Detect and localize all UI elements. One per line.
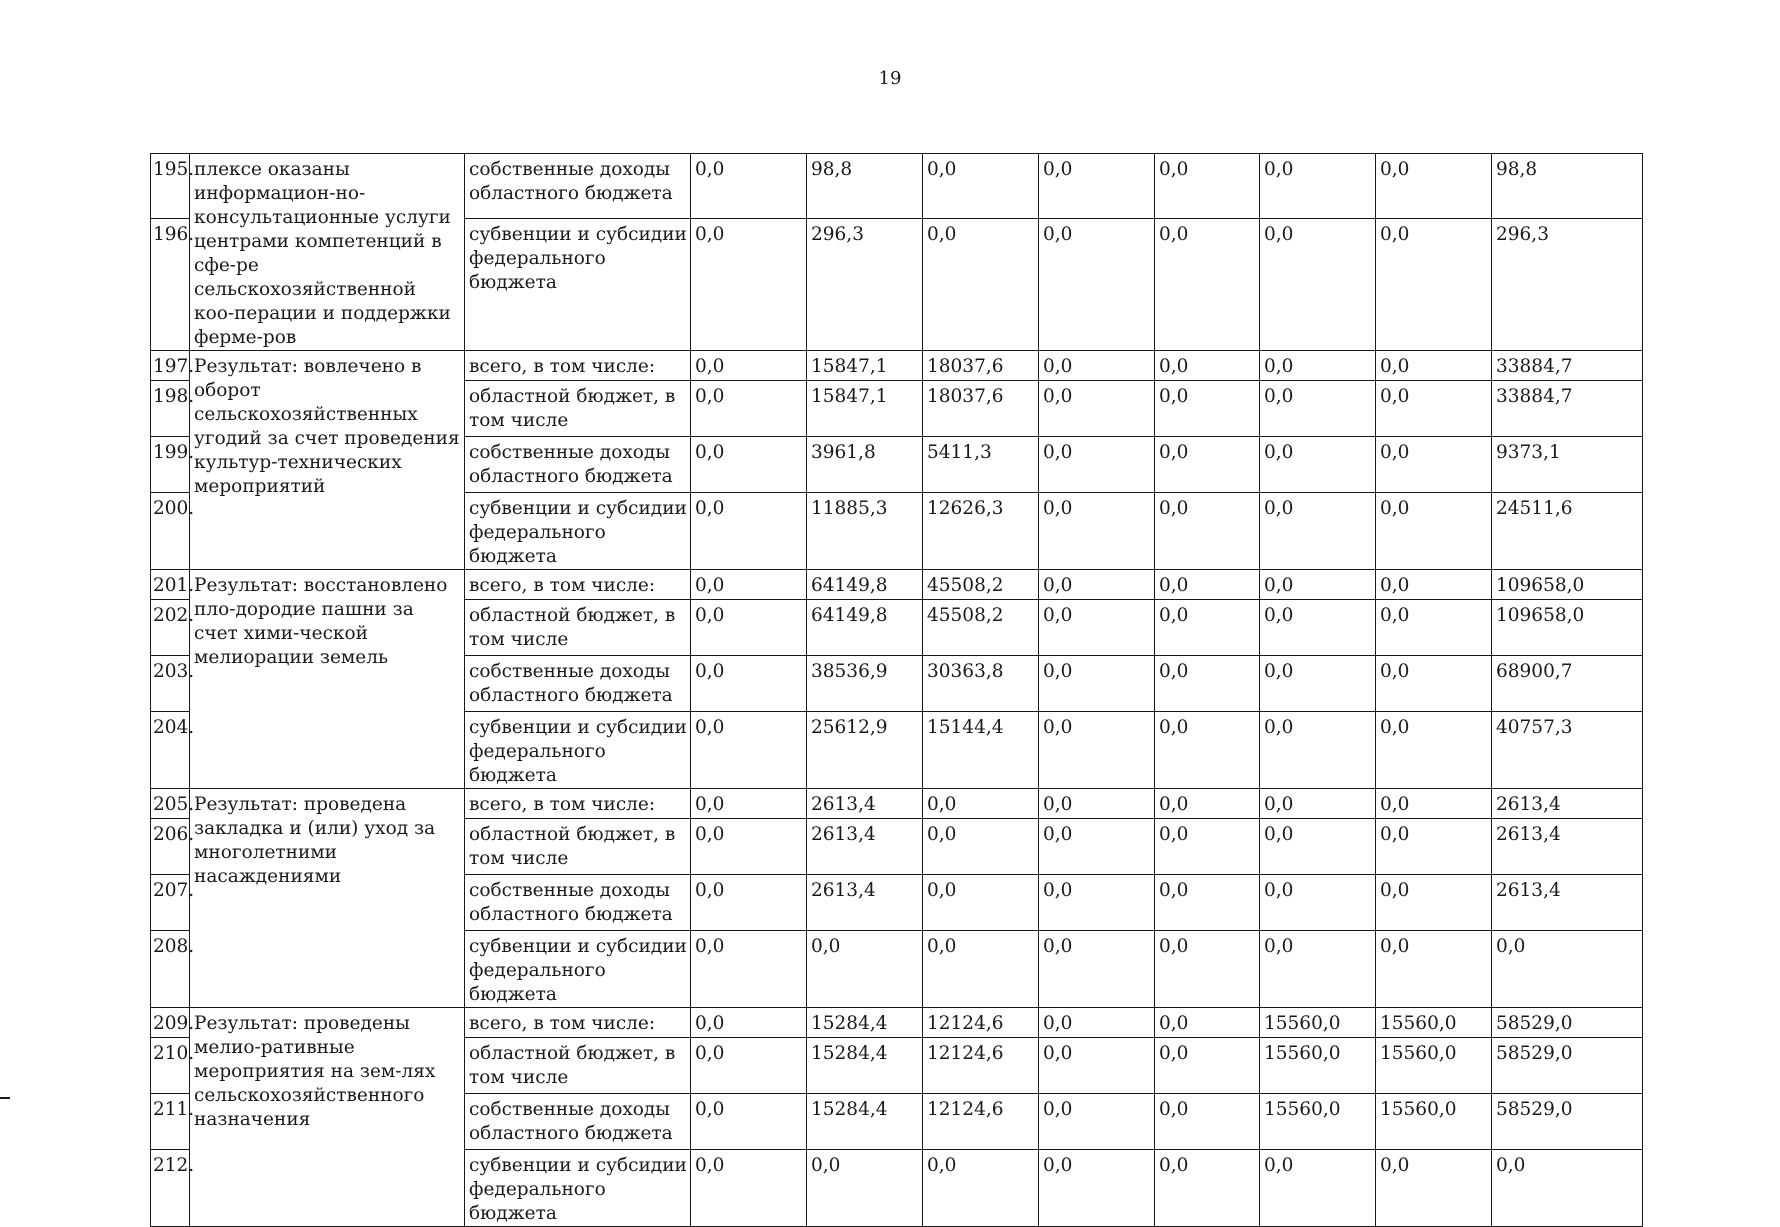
funding-source: собственные доходы областного бюджета	[465, 1094, 691, 1150]
value-cell: 0,0	[1376, 931, 1492, 1008]
value-cell: 0,0	[1039, 1094, 1155, 1150]
value-cell: 0,0	[923, 1150, 1039, 1227]
total-cell: 109658,0	[1492, 570, 1643, 600]
value-cell: 0,0	[691, 600, 807, 656]
table-body	[151, 154, 1643, 1227]
row-number: 205.	[151, 789, 190, 819]
total-cell: 2613,4	[1492, 789, 1643, 819]
row-number: 203.	[151, 656, 190, 712]
value-cell: 0,0	[1155, 819, 1260, 875]
value-cell: 0,0	[1155, 931, 1260, 1008]
table-row	[151, 154, 1643, 219]
value-cell: 5411,3	[923, 437, 1039, 493]
value-cell: 15560,0	[1260, 1008, 1376, 1038]
value-cell: 0,0	[1039, 493, 1155, 570]
total-cell: 2613,4	[1492, 819, 1643, 875]
value-cell: 0,0	[1260, 656, 1376, 712]
total-cell: 2613,4	[1492, 875, 1643, 931]
row-number: 197.	[151, 351, 190, 381]
value-cell: 15560,0	[1376, 1008, 1492, 1038]
funding-source: собственные доходы областного бюджета	[465, 656, 691, 712]
value-cell: 15560,0	[1376, 1038, 1492, 1094]
value-cell: 0,0	[1260, 1150, 1376, 1227]
value-cell: 0,0	[1376, 712, 1492, 789]
value-cell: 0,0	[923, 819, 1039, 875]
value-cell: 0,0	[1376, 381, 1492, 437]
value-cell: 12124,6	[923, 1094, 1039, 1150]
value-cell: 0,0	[1039, 712, 1155, 789]
value-cell: 0,0	[691, 1094, 807, 1150]
value-cell: 15284,4	[807, 1008, 923, 1038]
value-cell: 0,0	[691, 218, 807, 350]
row-number: 204.	[151, 712, 190, 789]
value-cell: 0,0	[1039, 789, 1155, 819]
value-cell: 0,0	[1155, 1008, 1260, 1038]
value-cell: 0,0	[1155, 154, 1260, 219]
value-cell: 0,0	[691, 570, 807, 600]
value-cell: 0,0	[1260, 154, 1376, 219]
total-cell: 68900,7	[1492, 656, 1643, 712]
value-cell: 0,0	[1039, 437, 1155, 493]
value-cell: 0,0	[1039, 351, 1155, 381]
value-cell: 0,0	[923, 789, 1039, 819]
value-cell: 0,0	[1039, 570, 1155, 600]
value-cell: 0,0	[1155, 1094, 1260, 1150]
value-cell: 45508,2	[923, 600, 1039, 656]
value-cell: 0,0	[691, 789, 807, 819]
value-cell: 0,0	[923, 218, 1039, 350]
funding-source: субвенции и субсидии федерального бюджета	[465, 1150, 691, 1227]
value-cell: 0,0	[923, 875, 1039, 931]
funding-source: собственные доходы областного бюджета	[465, 154, 691, 219]
value-cell: 0,0	[1260, 875, 1376, 931]
value-cell: 0,0	[1260, 381, 1376, 437]
value-cell: 0,0	[1039, 600, 1155, 656]
value-cell: 15560,0	[1260, 1038, 1376, 1094]
value-cell: 0,0	[1155, 570, 1260, 600]
value-cell: 0,0	[807, 931, 923, 1008]
value-cell: 0,0	[1155, 656, 1260, 712]
value-cell: 0,0	[1039, 931, 1155, 1008]
funding-source: собственные доходы областного бюджета	[465, 875, 691, 931]
value-cell: 11885,3	[807, 493, 923, 570]
value-cell: 0,0	[1155, 381, 1260, 437]
value-cell: 0,0	[1260, 218, 1376, 350]
table-row	[151, 789, 1643, 819]
total-cell: 33884,7	[1492, 381, 1643, 437]
table-row	[151, 351, 1643, 381]
value-cell: 30363,8	[923, 656, 1039, 712]
value-cell: 0,0	[1155, 875, 1260, 931]
value-cell: 0,0	[1039, 875, 1155, 931]
value-cell: 0,0	[1155, 493, 1260, 570]
value-cell: 0,0	[1039, 1150, 1155, 1227]
value-cell: 15144,4	[923, 712, 1039, 789]
value-cell: 0,0	[691, 437, 807, 493]
result-description: Результат: проведена закладка и (или) уход за многолетними насаждениями	[190, 789, 465, 1008]
total-cell: 58529,0	[1492, 1038, 1643, 1094]
value-cell: 0,0	[1155, 437, 1260, 493]
funding-source: областной бюджет, в том числе	[465, 600, 691, 656]
value-cell: 0,0	[1155, 1150, 1260, 1227]
value-cell: 12124,6	[923, 1038, 1039, 1094]
value-cell: 15847,1	[807, 381, 923, 437]
value-cell: 0,0	[1155, 600, 1260, 656]
value-cell: 2613,4	[807, 875, 923, 931]
value-cell: 0,0	[1376, 600, 1492, 656]
value-cell: 15560,0	[1376, 1094, 1492, 1150]
total-cell: 58529,0	[1492, 1008, 1643, 1038]
value-cell: 0,0	[1039, 381, 1155, 437]
row-number: 208.	[151, 931, 190, 1008]
value-cell: 0,0	[1155, 218, 1260, 350]
row-number: 196.	[151, 218, 190, 350]
value-cell: 0,0	[691, 351, 807, 381]
table-row	[151, 570, 1643, 600]
total-cell: 0,0	[1492, 931, 1643, 1008]
value-cell: 25612,9	[807, 712, 923, 789]
total-cell: 296,3	[1492, 218, 1643, 350]
row-number: 202.	[151, 600, 190, 656]
row-number: 198.	[151, 381, 190, 437]
row-number: 211.	[151, 1094, 190, 1150]
value-cell: 64149,8	[807, 570, 923, 600]
value-cell: 0,0	[1260, 712, 1376, 789]
funding-source: областной бюджет, в том числе	[465, 819, 691, 875]
value-cell: 12124,6	[923, 1008, 1039, 1038]
value-cell: 0,0	[923, 154, 1039, 219]
value-cell: 38536,9	[807, 656, 923, 712]
value-cell: 0,0	[1260, 570, 1376, 600]
value-cell: 12626,3	[923, 493, 1039, 570]
funding-source: всего, в том числе:	[465, 570, 691, 600]
total-cell: 24511,6	[1492, 493, 1643, 570]
value-cell: 0,0	[691, 875, 807, 931]
funding-source: всего, в том числе:	[465, 1008, 691, 1038]
total-cell: 0,0	[1492, 1150, 1643, 1227]
margin-mark	[0, 1097, 10, 1099]
value-cell: 0,0	[1039, 154, 1155, 219]
value-cell: 0,0	[1376, 437, 1492, 493]
value-cell: 0,0	[1376, 493, 1492, 570]
total-cell: 33884,7	[1492, 351, 1643, 381]
value-cell: 0,0	[691, 712, 807, 789]
value-cell: 0,0	[1376, 570, 1492, 600]
value-cell: 0,0	[691, 819, 807, 875]
value-cell: 2613,4	[807, 789, 923, 819]
total-cell: 58529,0	[1492, 1094, 1643, 1150]
value-cell: 0,0	[1376, 789, 1492, 819]
value-cell: 0,0	[1039, 1008, 1155, 1038]
row-number: 200.	[151, 493, 190, 570]
value-cell: 0,0	[1376, 875, 1492, 931]
result-description: плексе оказаны информацион-но-консультационные услуги центрами компетенций в сфе-ре сельскохозяйственной коо-перации и поддержки ферме-ров	[190, 154, 465, 351]
value-cell: 0,0	[1039, 656, 1155, 712]
value-cell: 45508,2	[923, 570, 1039, 600]
value-cell: 0,0	[691, 931, 807, 1008]
funding-source: областной бюджет, в том числе	[465, 1038, 691, 1094]
value-cell: 0,0	[807, 1150, 923, 1227]
value-cell: 0,0	[1039, 218, 1155, 350]
value-cell: 0,0	[1155, 712, 1260, 789]
value-cell: 0,0	[1260, 600, 1376, 656]
total-cell: 40757,3	[1492, 712, 1643, 789]
value-cell: 0,0	[1155, 1038, 1260, 1094]
value-cell: 0,0	[691, 656, 807, 712]
funding-source: субвенции и субсидии федерального бюджета	[465, 712, 691, 789]
value-cell: 0,0	[1376, 819, 1492, 875]
value-cell: 0,0	[1376, 351, 1492, 381]
value-cell: 98,8	[807, 154, 923, 219]
row-number: 195.	[151, 154, 190, 219]
value-cell: 64149,8	[807, 600, 923, 656]
value-cell: 2613,4	[807, 819, 923, 875]
value-cell: 0,0	[1260, 819, 1376, 875]
budget-table	[150, 153, 1643, 1227]
row-number: 201.	[151, 570, 190, 600]
funding-source: всего, в том числе:	[465, 789, 691, 819]
result-description: Результат: восстановлено пло-дородие пашни за счет хими-ческой мелиорации земель	[190, 570, 465, 789]
total-cell: 9373,1	[1492, 437, 1643, 493]
page-number: 19	[878, 68, 902, 89]
value-cell: 0,0	[691, 493, 807, 570]
value-cell: 0,0	[1260, 493, 1376, 570]
total-cell: 98,8	[1492, 154, 1643, 219]
value-cell: 0,0	[1155, 789, 1260, 819]
value-cell: 0,0	[923, 931, 1039, 1008]
funding-source: собственные доходы областного бюджета	[465, 437, 691, 493]
value-cell: 0,0	[1260, 437, 1376, 493]
value-cell: 0,0	[1039, 819, 1155, 875]
value-cell: 0,0	[691, 154, 807, 219]
table-row	[151, 1008, 1643, 1038]
value-cell: 0,0	[691, 1038, 807, 1094]
value-cell: 0,0	[1376, 656, 1492, 712]
value-cell: 18037,6	[923, 381, 1039, 437]
value-cell: 0,0	[1376, 218, 1492, 350]
value-cell: 15847,1	[807, 351, 923, 381]
funding-source: субвенции и субсидии федерального бюджета	[465, 931, 691, 1008]
value-cell: 18037,6	[923, 351, 1039, 381]
value-cell: 0,0	[1039, 1038, 1155, 1094]
row-number: 212.	[151, 1150, 190, 1227]
value-cell: 0,0	[1376, 1150, 1492, 1227]
value-cell: 0,0	[691, 1150, 807, 1227]
value-cell: 15284,4	[807, 1094, 923, 1150]
value-cell: 0,0	[691, 381, 807, 437]
row-number: 210.	[151, 1038, 190, 1094]
result-description: Результат: вовлечено в оборот сельскохозяйственных угодий за счет проведения культур-технических мероприятий	[190, 351, 465, 570]
value-cell: 0,0	[1155, 351, 1260, 381]
result-description: Результат: проведены мелио-ративные мероприятия на зем-лях сельскохозяйственного назначения	[190, 1008, 465, 1227]
value-cell: 0,0	[1260, 789, 1376, 819]
value-cell: 0,0	[1260, 351, 1376, 381]
value-cell: 0,0	[1376, 154, 1492, 219]
row-number: 207.	[151, 875, 190, 931]
funding-source: областной бюджет, в том числе	[465, 381, 691, 437]
value-cell: 3961,8	[807, 437, 923, 493]
funding-source: всего, в том числе:	[465, 351, 691, 381]
total-cell: 109658,0	[1492, 600, 1643, 656]
value-cell: 15560,0	[1260, 1094, 1376, 1150]
funding-source: субвенции и субсидии федерального бюджета	[465, 493, 691, 570]
value-cell: 0,0	[691, 1008, 807, 1038]
value-cell: 0,0	[1260, 931, 1376, 1008]
funding-source: субвенции и субсидии федерального бюджета	[465, 218, 691, 350]
row-number: 199.	[151, 437, 190, 493]
value-cell: 15284,4	[807, 1038, 923, 1094]
row-number: 206.	[151, 819, 190, 875]
value-cell: 296,3	[807, 218, 923, 350]
row-number: 209.	[151, 1008, 190, 1038]
